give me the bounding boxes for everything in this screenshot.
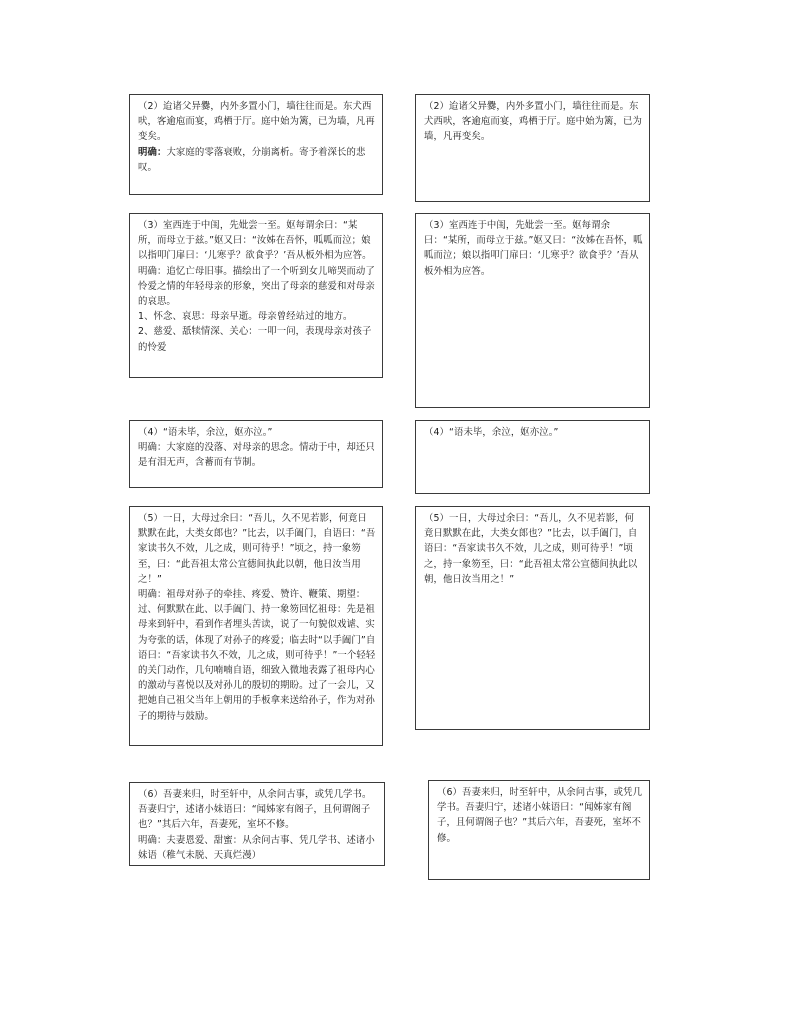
analysis-text: 明确：祖母对孙子的牵挂、疼爱、赞许、鞭策、期望：过、何默默在此、以手阖门、持一象笏回忆祖母：先是祖母来到轩中，看到作者埋头苦读，说了一句貌似戏谑、实为夸张的话，体现了对孙子的疼爱；临去时“以手阖门”自语曰：“吾家读书久不效，儿之成，则可待乎！”一个轻轻的关门动作，几句喃喃自语，细致入微地表露了祖母内心的激动与喜悦以及对孙儿的殷切的期盼。过了一会儿，又把她自己祖父当年上朝用的手板拿来送给孙子，作为对孙子的期待与鼓励。 — [138, 589, 376, 722]
passage-text: （4）“语未毕，余泣，妪亦泣。” — [424, 427, 559, 438]
analysis-text — [138, 145, 376, 175]
left-box-4 — [129, 420, 383, 488]
passage-text: （4）“语未毕，余泣，妪亦泣。” — [138, 427, 273, 438]
passage-text: （5）一日，大母过余曰：“吾儿，久不见若影，何竟日默默在此，大类女郎也？”比去，以手阖门，自语曰：“吾家读书久不效，儿之成，则可待乎！”顷之，持一象笏至，曰：“此吾祖太常公宣德间执此以朝，他日汝当用之！” — [138, 513, 376, 585]
passage-text: （6）吾妻来归，时至轩中，从余问古事，或凭几学书。吾妻归宁，述诸小妹语曰：“闻姊家有阁子，且何谓阁子也？”其后六年，吾妻死，室坏不修。 — [138, 789, 372, 831]
analysis-label: 明确： — [138, 146, 167, 158]
passage-text: （6）吾妻来归，时至轩中，从余问古事，或凭几学书。吾妻归宁，述诸小妹语曰：“闻姊家有阁子，且何谓阁子也？”其后六年，吾妻死，室坏不修。 — [437, 787, 643, 844]
analysis-text: 明确：追忆亡母旧事。描绘出了一个听到女儿啼哭而动了怜爱之情的年轻母亲的形象，突出了母亲的慈爱和对母亲的哀思。 — [138, 265, 375, 308]
left-box-6 — [129, 782, 385, 866]
right-box-4 — [415, 420, 650, 494]
left-box-5 — [129, 506, 383, 746]
right-box-6 — [428, 780, 650, 880]
analysis-body: 大家庭的零落衰败，分崩离析。寄予着深长的悲叹。 — [138, 146, 366, 173]
left-box-2 — [129, 94, 383, 195]
passage-text: （2）迨诸父异爨，内外多置小门，墙往往而是。东犬西吠，客逾庖而宴，鸡栖于厅。庭中始为篱，已为墙，凡再变矣。 — [138, 101, 375, 143]
right-box-2 — [415, 94, 650, 202]
passage-text: （3）室西连于中闺，先妣尝一至。妪每谓余曰：“某所，而母立于兹。”妪又曰：“汝姊在吾怀，呱呱而泣；娘以指叩门扉曰：‘儿寒乎？欲食乎？’吾从板外相为应答。 — [424, 220, 643, 277]
analysis-point: 1、怀念、哀思：母亲早逝。母亲曾经站过的地方。 — [138, 311, 353, 323]
analysis-point: 2、慈爱、舐犊情深、关心：一叩一问，表现母亲对孩子的怜爱 — [138, 326, 372, 353]
passage-text: （2）迨诸父异爨，内外多置小门，墙往往而是。东犬西吠，客逾庖而宴，鸡栖于厅。庭中始为篱，已为墙，凡再变矣。 — [424, 101, 642, 143]
analysis-text: 明确：夫妻恩爱、甜蜜：从余问古事、凭几学书、述诸小妹语（稚气未脱、天真烂漫） — [138, 834, 375, 861]
passage-text: （5）一日，大母过余曰：“吾儿，久不见若影，何竟日默默在此，大类女郎也？”比去，以手阖门，自语曰：“吾家读书久不效，儿之成，则可待乎！”顷之，持一象笏至，曰：“此吾祖太常公宣德间执此以朝，他日汝当用之！” — [424, 513, 638, 585]
left-box-3 — [129, 213, 383, 378]
passage-text: （3）室西连于中闺，先妣尝一至。妪每谓余曰：“某所，而母立于兹。”妪又曰：“汝姊在吾怀，呱呱而泣；娘以指叩门扉曰：‘儿寒乎？欲食乎？’吾从板外相为应答。 — [138, 220, 372, 262]
right-box-3 — [415, 213, 650, 408]
right-box-5 — [415, 506, 650, 730]
analysis-text: 明确：大家庭的没落、对母亲的思念。情动于中，却还只是有泪无声，含蓄而有节制。 — [138, 442, 375, 469]
